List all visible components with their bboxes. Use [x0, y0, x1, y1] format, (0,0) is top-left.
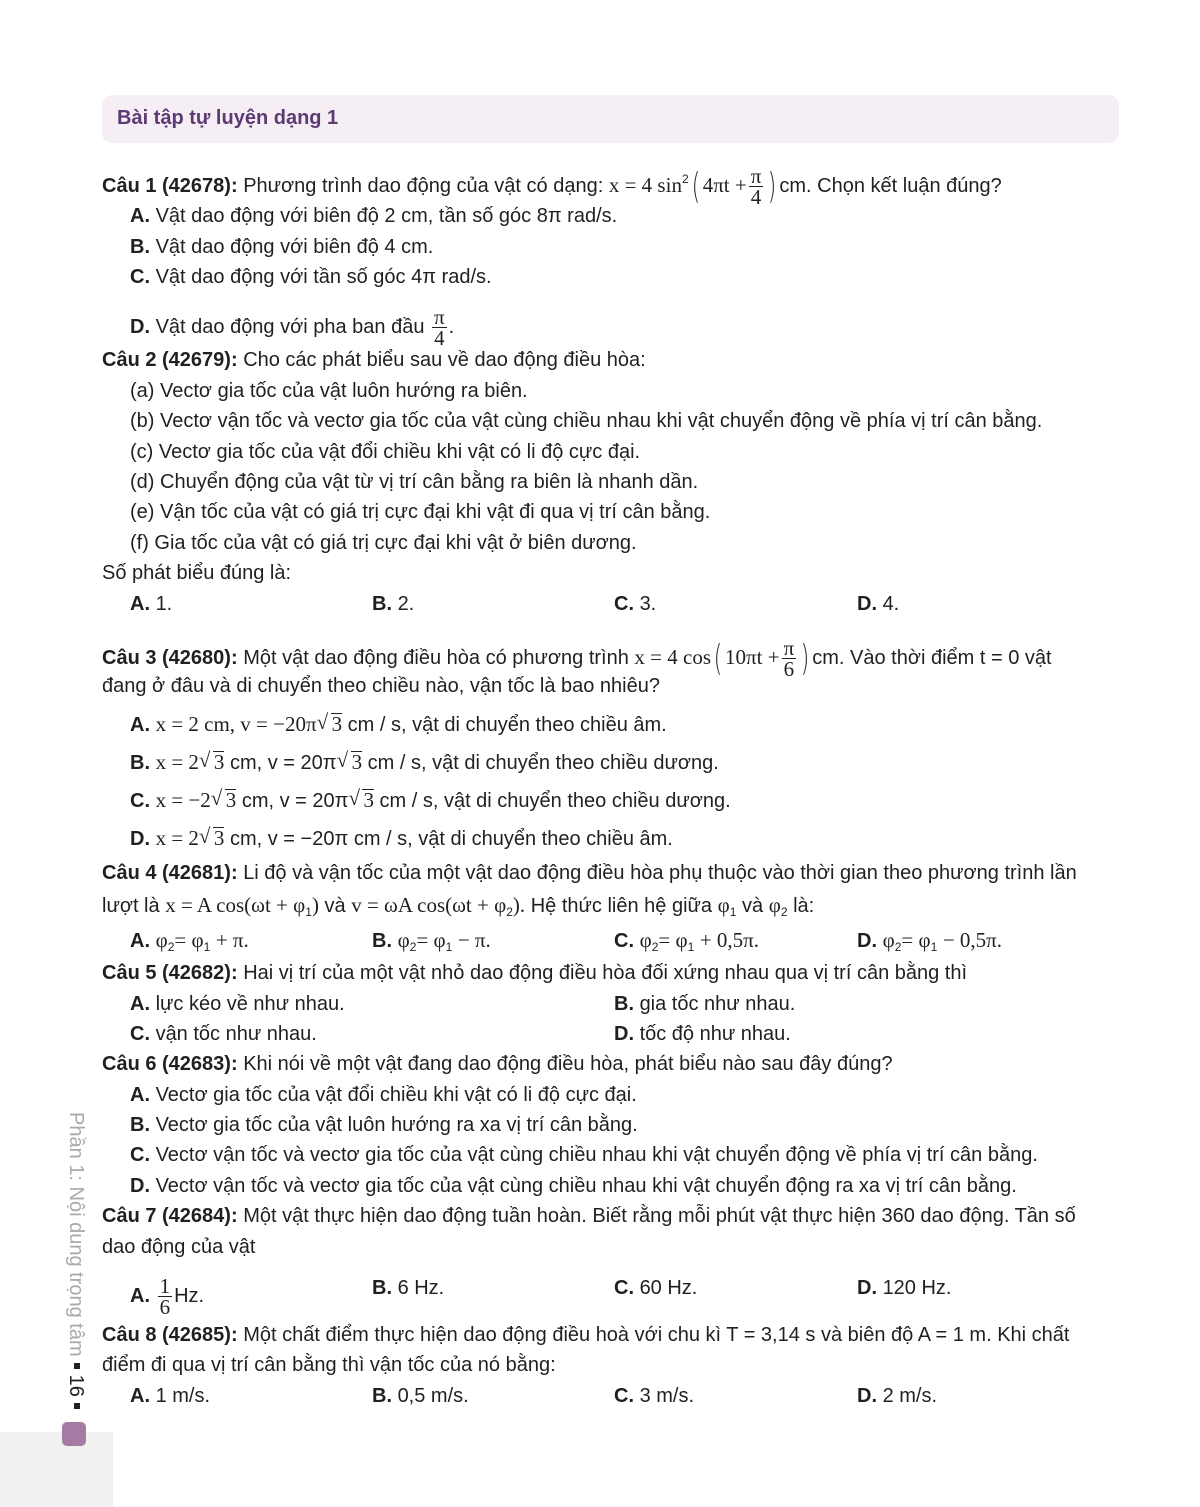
- q1-exp: 2: [681, 171, 689, 186]
- q1-label: Câu 1 (42678):: [102, 174, 238, 197]
- t: Hệ thức liên hệ giữa: [530, 895, 713, 917]
- t: và: [324, 895, 346, 917]
- sub: 1: [445, 940, 453, 954]
- sub: 2: [651, 940, 659, 954]
- letter: B.: [130, 752, 150, 774]
- option-text: cm / s, vật di chuyển theo chiều dương.: [367, 752, 719, 774]
- letter: D.: [130, 828, 150, 850]
- letter: A.: [130, 593, 150, 615]
- t: là:: [793, 895, 815, 917]
- letter: D.: [130, 315, 150, 338]
- q1-fraction: [749, 166, 764, 207]
- q1-option-c[interactable]: [130, 265, 492, 289]
- option-text: Vật dao động với biên độ 2 cm, tần số góc 8π rad/s.: [155, 205, 618, 227]
- phi: φ: [397, 928, 410, 952]
- q8-option-a[interactable]: [130, 1384, 210, 1408]
- q1-option-d[interactable]: [130, 307, 454, 348]
- letter: D.: [857, 593, 877, 615]
- sqrt: √ 3: [225, 789, 237, 810]
- q2-option-d[interactable]: [857, 592, 899, 616]
- option-text: 1 m/s.: [155, 1385, 211, 1407]
- sub: 1: [930, 940, 938, 954]
- t: lượt là: [102, 895, 160, 917]
- q5-option-a[interactable]: [130, 992, 345, 1016]
- option-text: lực kéo về như nhau.: [155, 993, 345, 1015]
- q7-option-b[interactable]: [372, 1276, 444, 1300]
- q6-option-c[interactable]: [130, 1143, 1038, 1167]
- sqrt: √ 3: [213, 827, 225, 848]
- paren: (: [691, 165, 700, 207]
- q5-text: Hai vị trí của một vật nhỏ dao động điều hòa đối xứng nhau qua vị trí cân bằng thì: [243, 962, 968, 984]
- q7-stem: [102, 1204, 1076, 1228]
- q6-option-d[interactable]: [130, 1174, 1017, 1198]
- eq-v: v = ωA cos(ωt + φ: [351, 893, 507, 917]
- option-text: 3.: [639, 593, 657, 615]
- letter: C.: [614, 593, 634, 615]
- q7-option-a[interactable]: [130, 1276, 204, 1317]
- q6-text: Khi nói về một vật đang dao động điều hòa, phát biểu nào sau đây đúng?: [243, 1053, 893, 1075]
- eq-tail: + π.: [215, 928, 249, 952]
- q6-option-b[interactable]: [130, 1113, 638, 1137]
- q2-statement-b: (b) Vectơ vận tốc và vectơ gia tốc của vật cùng chiều nhau khi vật chuyển động về phía vị trí cân bằng.: [130, 410, 1043, 432]
- q4-text: Li độ và vận tốc của một vật dao động điều hòa phụ thuộc vào thời gian theo phương trình lần: [243, 862, 1077, 884]
- option-text: cm, v = −20π cm / s, vật di chuyển theo chiều âm.: [229, 828, 673, 850]
- q1-option-b[interactable]: [130, 235, 433, 259]
- q6-option-a[interactable]: [130, 1083, 637, 1107]
- letter: D.: [857, 1385, 877, 1407]
- q5-stem: [102, 961, 967, 985]
- q2-statement-c: (c) Vectơ gia tốc của vật đổi chiều khi vật có li độ cực đại.: [130, 441, 641, 463]
- letter: C.: [130, 1023, 150, 1045]
- q2-text: Cho các phát biểu sau về dao động điều hòa:: [243, 349, 646, 371]
- q4-option-d[interactable]: [857, 928, 1002, 959]
- option-text: 1.: [155, 593, 173, 615]
- q6-label: Câu 6 (42683):: [102, 1053, 238, 1075]
- phi: φ: [639, 928, 652, 952]
- q7-stem-2: dao động của vật: [102, 1236, 256, 1258]
- q3-stem: [102, 638, 1052, 679]
- option-text: Vật dao động với pha ban đầu: [155, 315, 425, 338]
- phi: φ: [155, 928, 168, 952]
- q2-stem: [102, 348, 646, 372]
- letter: A.: [130, 1385, 150, 1407]
- letter: A.: [130, 993, 150, 1015]
- phi: φ: [717, 893, 730, 917]
- t: và: [742, 895, 764, 917]
- eq-tail: + 0,5π.: [699, 928, 760, 952]
- paren: ): [768, 165, 777, 207]
- option-text: 2.: [397, 593, 415, 615]
- q3-eq: x = 4 cos: [634, 644, 711, 669]
- q2-statement-a: (a) Vectơ gia tốc của vật luôn hướng ra biên.: [130, 380, 528, 402]
- num: π: [434, 305, 445, 329]
- letter: A.: [130, 714, 150, 736]
- eq: = φ: [658, 928, 688, 952]
- letter: B.: [130, 1114, 150, 1136]
- eq: x = 2: [155, 826, 199, 850]
- q1-option-a[interactable]: [130, 204, 617, 228]
- num: π: [750, 164, 762, 188]
- q4-stem: [102, 861, 1077, 885]
- q3-option-b[interactable]: [130, 750, 719, 775]
- q3-fraction: [782, 638, 797, 679]
- option-text: tốc độ như nhau.: [639, 1023, 791, 1045]
- eq-tail: − 0,5π.: [942, 928, 1003, 952]
- q3-tail: Vào thời điểm t = 0 vật: [850, 646, 1052, 669]
- letter: C.: [614, 1385, 634, 1407]
- sqrt: √ 3: [213, 751, 225, 772]
- q1-text: Phương trình dao động của vật có dạng:: [243, 174, 604, 197]
- letter: B.: [372, 1277, 392, 1299]
- den: 6: [783, 657, 795, 681]
- letter: C.: [614, 930, 634, 952]
- q3-text: Một vật dao động điều hòa có phương trình: [243, 646, 629, 669]
- sidebar: [57, 1112, 97, 1452]
- option-text: Vectơ gia tốc của vật luôn hướng ra xa vị trí cân bằng.: [155, 1114, 638, 1136]
- letter: C.: [130, 790, 150, 812]
- eq: = φ: [416, 928, 446, 952]
- paren: ).: [512, 893, 526, 917]
- q1-unit: cm.: [779, 174, 812, 197]
- q7-text: Một vật thực hiện dao động tuần hoàn. Biết rằng mỗi phút vật thực hiện 360 dao động. Tần số: [243, 1205, 1076, 1227]
- q8-option-b[interactable]: [372, 1384, 469, 1408]
- banner-title: Bài tập tự luyện dạng 1: [117, 107, 339, 129]
- q3-label: Câu 3 (42680):: [102, 646, 238, 669]
- paren: ): [800, 637, 810, 679]
- eq: = φ: [174, 928, 204, 952]
- page-marker: [62, 1422, 86, 1446]
- letter: A.: [130, 930, 150, 952]
- letter: C.: [614, 1277, 634, 1299]
- sqrt: √ 3: [331, 713, 343, 734]
- option-text: vận tốc như nhau.: [155, 1023, 317, 1045]
- option-text: Vật dao động với tần số góc 4π rad/s.: [155, 266, 492, 288]
- q8-stem-2: điểm đi qua vị trí cân bằng thì vận tốc của nó bằng:: [102, 1354, 556, 1376]
- q3-unit: cm.: [812, 646, 845, 669]
- letter: B.: [372, 593, 392, 615]
- letter: A.: [130, 1084, 150, 1106]
- q2-option-a[interactable]: [130, 592, 172, 616]
- a-fraction: [158, 1276, 173, 1317]
- letter: B.: [614, 993, 634, 1015]
- letter: C.: [130, 266, 150, 288]
- q3-option-c[interactable]: [130, 788, 731, 813]
- eq-mid: cm, v = 20π: [229, 752, 337, 774]
- paren: (: [713, 637, 723, 679]
- letter: D.: [130, 1175, 150, 1197]
- option-text: cm / s, vật di chuyển theo chiều âm.: [347, 714, 667, 736]
- q2-label: Câu 2 (42679):: [102, 349, 238, 371]
- letter: A.: [130, 205, 150, 227]
- q4-option-b[interactable]: [372, 928, 491, 959]
- dot: .: [448, 315, 455, 338]
- option-text: gia tốc như nhau.: [639, 993, 796, 1015]
- den: 4: [434, 326, 445, 350]
- option-text: 4.: [882, 593, 900, 615]
- sub: 2: [167, 940, 175, 954]
- sub: 2: [409, 940, 417, 954]
- eq-x: x = A cos(ωt + φ: [165, 893, 306, 917]
- q5-option-c[interactable]: [130, 1022, 317, 1046]
- section-label: [64, 1112, 87, 1415]
- sqrt: √ 3: [362, 789, 374, 810]
- sub: 2: [506, 905, 513, 919]
- q1-eq-inner: 4πt +: [702, 172, 747, 197]
- q5-option-b[interactable]: [614, 992, 795, 1016]
- q7-option-d[interactable]: [857, 1276, 952, 1300]
- page-number: 16: [65, 1374, 87, 1397]
- q3-option-d[interactable]: [130, 826, 673, 851]
- q4-option-c[interactable]: [614, 928, 759, 959]
- q8-text: Một chất điểm thực hiện dao động điều hoà với chu kì T = 3,14 s và biên độ A = 1 m. Khi chất: [243, 1324, 1070, 1346]
- eq: x = 2: [155, 750, 199, 774]
- option-text: 2 m/s.: [882, 1385, 938, 1407]
- sub: 2: [894, 940, 902, 954]
- sub: 1: [687, 940, 695, 954]
- q2-statement-e: (e) Vận tốc của vật có giá trị cực đại khi vật đi qua vị trí cân bằng.: [130, 501, 711, 523]
- q2-option-c[interactable]: [614, 592, 656, 616]
- letter: B.: [372, 1385, 392, 1407]
- eq: = φ: [901, 928, 931, 952]
- option-text: 120 Hz.: [882, 1277, 952, 1299]
- letter: A.: [130, 1284, 150, 1307]
- letter: B.: [130, 236, 150, 258]
- q1-eq: x = 4 sin: [608, 172, 682, 197]
- q5-option-d[interactable]: [614, 1022, 791, 1046]
- letter: D.: [857, 930, 877, 952]
- q5-label: Câu 5 (42682):: [102, 962, 238, 984]
- den: 4: [750, 185, 762, 209]
- d-fraction: [432, 307, 447, 348]
- unit: Hz.: [174, 1284, 205, 1307]
- sqrt: √ 3: [351, 751, 363, 772]
- option-text: 3 m/s.: [639, 1385, 695, 1407]
- letter: C.: [130, 1144, 150, 1166]
- q2-ask: Số phát biểu đúng là:: [102, 562, 292, 584]
- sub: 2: [780, 905, 788, 919]
- q7-option-c[interactable]: [614, 1276, 697, 1300]
- num: π: [783, 636, 795, 660]
- q4-option-a[interactable]: [130, 928, 249, 959]
- eq: x = −2: [155, 788, 211, 812]
- q6-stem: [102, 1052, 893, 1076]
- option-text: 0,5 m/s.: [397, 1385, 469, 1407]
- eq: x = 2 cm, v = −20π: [155, 712, 317, 736]
- q2-statement-d: (d) Chuyển động của vật từ vị trí cân bằng ra biên là nhanh dần.: [130, 471, 699, 493]
- option-text: 60 Hz.: [639, 1277, 698, 1299]
- option-text: Vectơ vận tốc và vectơ gia tốc của vật cùng chiều nhau khi vật chuyển động về phía vị trí cân bằng.: [155, 1144, 1038, 1166]
- section-banner: [102, 95, 1119, 143]
- separator: [74, 1363, 80, 1369]
- q4-label: Câu 4 (42681):: [102, 862, 238, 884]
- section-text: Phần 1: Nội dung trọng tâm: [65, 1112, 87, 1357]
- sub: 1: [203, 940, 211, 954]
- q4-stem-2: [102, 893, 814, 924]
- letter: B.: [372, 930, 392, 952]
- q3-stem-2: đang ở đâu và di chuyển theo chiều nào, vận tốc là bao nhiêu?: [102, 675, 660, 697]
- q1-stem: [102, 166, 1002, 207]
- q8-option-d[interactable]: [857, 1384, 937, 1408]
- q8-label: Câu 8 (42685):: [102, 1324, 238, 1346]
- option-text: cm / s, vật di chuyển theo chiều dương.: [379, 790, 731, 812]
- q8-option-c[interactable]: [614, 1384, 694, 1408]
- den: 6: [159, 1295, 171, 1319]
- letter: D.: [857, 1277, 877, 1299]
- option-text: 6 Hz.: [397, 1277, 445, 1299]
- letter: D.: [614, 1023, 634, 1045]
- sub: 1: [729, 905, 737, 919]
- phi: φ: [882, 928, 895, 952]
- q8-stem: [102, 1323, 1069, 1347]
- num: 1: [159, 1274, 171, 1298]
- eq-mid: cm, v = 20π: [241, 790, 349, 812]
- option-text: Vật dao động với biên độ 4 cm.: [155, 236, 434, 258]
- separator: [74, 1403, 80, 1409]
- option-text: Vectơ gia tốc của vật đổi chiều khi vật có li độ cực đại.: [155, 1084, 637, 1106]
- q7-label: Câu 7 (42684):: [102, 1205, 238, 1227]
- q2-option-b[interactable]: [372, 592, 414, 616]
- phi: φ: [768, 893, 781, 917]
- q3-option-a[interactable]: [130, 712, 667, 737]
- eq-tail: − π.: [457, 928, 491, 952]
- paren: ): [311, 893, 319, 917]
- sub: 1: [305, 905, 312, 919]
- q2-statement-f: (f) Gia tốc của vật có giá trị cực đại khi vật ở biên dương.: [130, 532, 637, 554]
- q3-eq-inner: 10πt +: [725, 644, 780, 669]
- option-text: Vectơ vận tốc và vectơ gia tốc của vật cùng chiều nhau khi vật chuyển động ra xa vị trí cân bằng.: [155, 1175, 1017, 1197]
- q1-tail: Chọn kết luận đúng?: [817, 174, 1002, 197]
